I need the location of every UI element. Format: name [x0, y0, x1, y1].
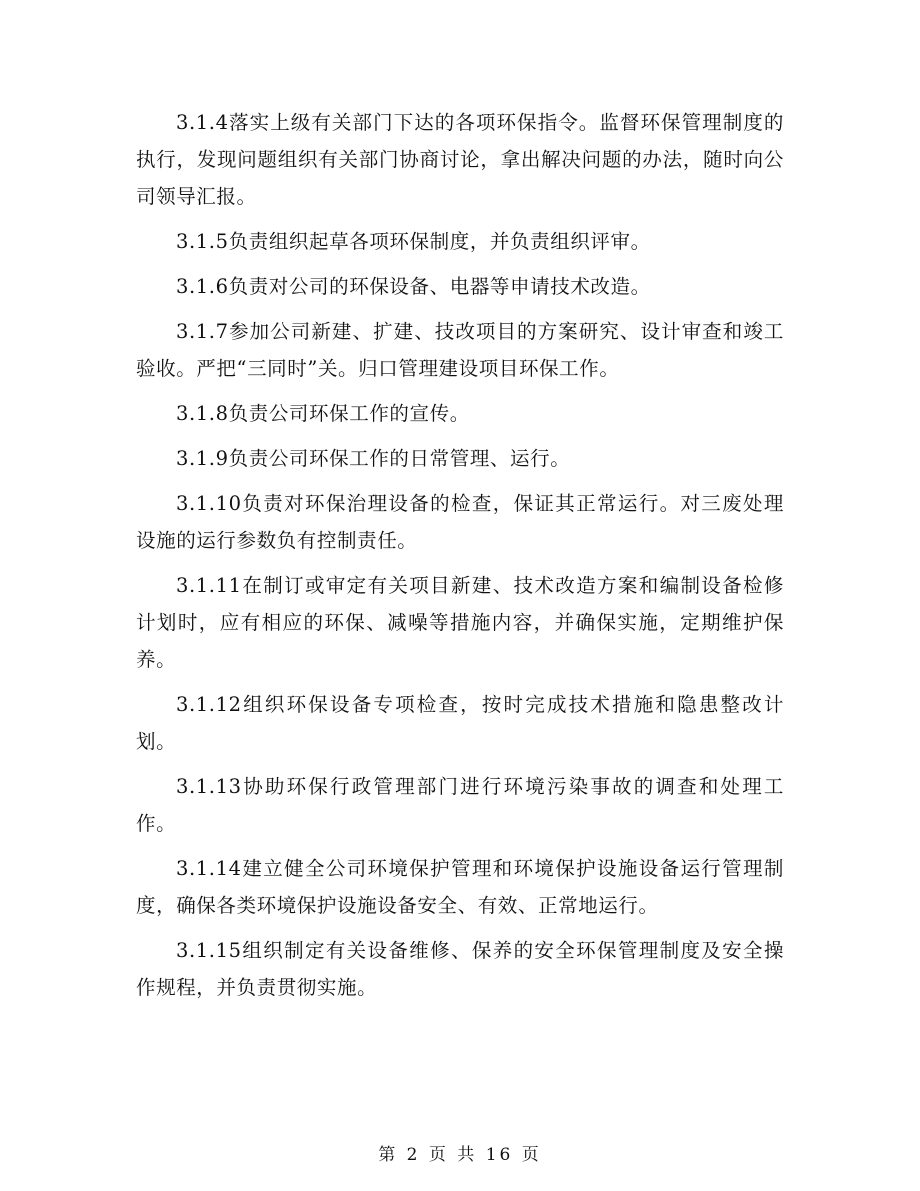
paragraph-3-1-9: 3.1.9负责公司环保工作的日常管理、运行。 — [176, 447, 571, 470]
paragraph-3-1-10: 3.1.10负责对环保治理设备的检查，保证其正常运行。对三废处理设施的运行参数负有控制责任。 — [136, 492, 784, 552]
paragraph-3-1-8: 3.1.8负责公司环保工作的宣传。 — [176, 402, 470, 425]
paragraph-3-1-12: 3.1.12组织环保设备专项检查，按时完成技术措施和隐患整改计划。 — [136, 693, 784, 753]
paragraph-3-1-15: 3.1.15组织制定有关设备维修、保养的安全环保管理制度及安全操作规程，并负责贯彻实施。 — [136, 939, 784, 999]
paragraph-3-1-5: 3.1.5负责组织起草各项环保制度，并负责组织评审。 — [176, 230, 651, 253]
paragraph-3-1-4: 3.1.4落实上级有关部门下达的各项环保指令。监督环保管理制度的执行，发现问题组织有关部门协商讨论，拿出解决问题的办法，随时向公司领导汇报。 — [136, 111, 784, 208]
page-number-footer: 第 2 页 共 16 页 — [378, 1145, 542, 1165]
paragraph-3-1-14: 3.1.14建立健全公司环境保护管理和环境保护设施设备运行管理制度，确保各类环境保护设施设备安全、有效、正常地运行。 — [136, 857, 784, 917]
paragraph-3-1-7: 3.1.7参加公司新建、扩建、技改项目的方案研究、设计审查和竣工验收。严把“三同时”关。归口管理建设项目环保工作。 — [136, 320, 784, 380]
paragraph-3-1-13: 3.1.13协助环保行政管理部门进行环境污染事故的调查和处理工作。 — [136, 775, 784, 835]
paragraph-3-1-6: 3.1.6负责对公司的环保设备、电器等申请技术改造。 — [176, 275, 651, 298]
paragraph-3-1-11: 3.1.11在制订或审定有关项目新建、技术改造方案和编制设备检修计划时，应有相应的环保、减噪等措施内容，并确保实施，定期维护保养。 — [136, 574, 784, 671]
document-body — [136, 104, 784, 1014]
